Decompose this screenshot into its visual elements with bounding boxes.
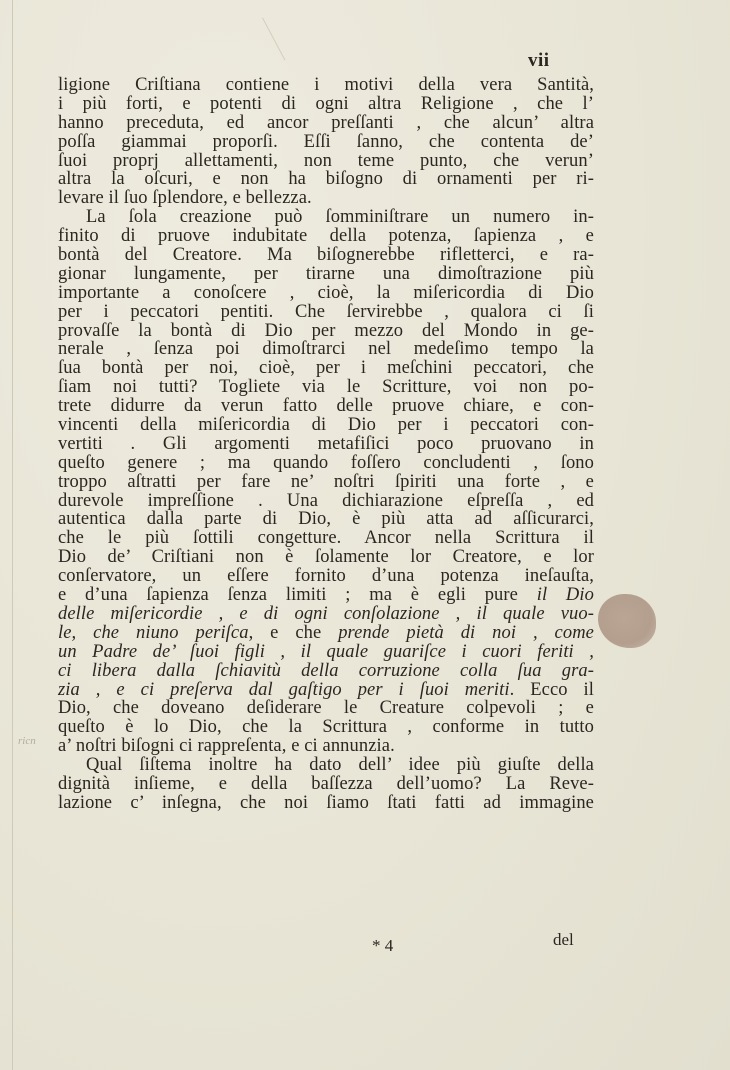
italic-text: delle miſericordie , e di ogni conſolazione , il quale vuo- xyxy=(58,603,594,624)
text-line: ſua bontà per noi, cioè, per i meſchini peccatori, che xyxy=(58,358,594,379)
body-text xyxy=(58,76,594,813)
text-line: ſiam noi tutti? Togliete via le Scritture, voi non po- xyxy=(58,377,594,398)
italic-text: le, che niuno periſca xyxy=(58,622,249,643)
margin-annotation: ricn xyxy=(18,735,36,747)
text-line: che le più ſottili congetture. Ancor nella Scrittura il xyxy=(58,528,594,549)
page-edge-line xyxy=(12,0,13,1070)
text-segment: , e che xyxy=(248,622,339,643)
italic-text: prende pietà di noi , come xyxy=(338,622,594,643)
text-line: queſto è lo Dio, che la Scrittura , conforme in tutto xyxy=(58,717,594,738)
text-line: troppo aſtratti per fare ne’ noſtri ſpiriti una forte , e xyxy=(58,471,594,492)
text-line: dignità inſieme, e della baſſezza dell’uomo? La Reve- xyxy=(58,773,594,794)
text-line: provaſſe la bontà di Dio per mezzo del Mondo in ge- xyxy=(58,320,594,341)
italic-text: un Padre de’ ſuoi figli , il quale guariſce i cuori feriti , xyxy=(58,641,594,662)
text-line: i più forti, e potenti di ogni altra Religione , che l’ xyxy=(58,93,594,114)
text-line: ligione Criſtiana contiene i motivi della vera Santità, xyxy=(58,75,594,95)
text-line: a’ noſtri biſogni ci rappreſenta, e ci annunzia. xyxy=(58,736,395,757)
text-line: Dio, che doveano deſiderare le Creature colpevoli ; e xyxy=(58,698,594,719)
text-segment: e d’una ſapienza ſenza limiti ; ma è egli pure xyxy=(58,585,537,606)
text-line: ſuoi proprj allettamenti, non teme punto, che verun’ xyxy=(58,150,594,171)
text-segment: . Ecco il xyxy=(509,679,594,700)
paper-stain xyxy=(598,594,656,648)
page-number-roman: vii xyxy=(528,50,550,71)
paper-crease xyxy=(262,18,285,61)
text-line: La ſola creazione può ſomminiſtrare un numero in- xyxy=(86,207,594,228)
text-line xyxy=(58,586,594,605)
text-line xyxy=(58,605,594,624)
text-line: finito di pruove indubitate della potenza, ſapienza , e xyxy=(58,226,594,247)
text-line: altra la oſcuri, e non ha biſogno di ornamenti per ri- xyxy=(58,169,594,190)
signature-mark: * 4 xyxy=(372,936,394,955)
text-line: importante a conoſcere , cioè, la miſericordia di Dio xyxy=(58,282,594,303)
text-line xyxy=(58,643,594,662)
text-line: lazione c’ inſegna, che noi ſiamo ſtati fatti ad immagine xyxy=(58,792,594,813)
italic-text: ci libera dalla ſchiavitù della corruzione colla ſua gra- xyxy=(58,660,594,681)
text-line: durevole impreſſione . Una dichiarazione eſpreſſa , ed xyxy=(58,490,594,511)
text-line: conſervatore, un eſſere fornito d’una potenza ineſauſta, xyxy=(58,566,594,587)
text-line: nerale , ſenza poi dimoſtrarci nel medeſimo tempo la xyxy=(58,339,594,360)
italic-text: zia , e ci preſerva dal gaſtigo per i ſuoi meriti xyxy=(58,679,510,700)
text-line: levare il ſuo ſplendore, e bellezza. xyxy=(58,188,312,209)
text-line xyxy=(58,662,594,681)
text-line: queſto genere ; ma quando foſſero concludenti , ſono xyxy=(58,452,594,473)
text-line: poſſa giammai proporſi. Eſſi ſanno, che contenta de’ xyxy=(58,131,594,152)
catchword: del xyxy=(553,930,574,949)
text-line: hanno preceduta, ed ancor preſſanti , che alcun’ altra xyxy=(58,112,594,133)
text-line xyxy=(58,681,594,700)
text-line: gionar lungamente, per tirarne una dimoſtrazione più xyxy=(58,263,594,284)
text-line xyxy=(58,624,594,643)
italic-text: il Dio xyxy=(536,585,594,606)
text-line: bontà del Creatore. Ma biſognerebbe rifletterci, e ra- xyxy=(58,245,594,266)
text-line: autentica dalla parte di Dio, è più atta ad aſſicurarci, xyxy=(58,509,594,530)
text-line: Dio de’ Criſtiani non è ſolamente lor Creatore, e lor xyxy=(58,547,594,568)
text-line: Qual ſiſtema inoltre ha dato dell’ idee più giuſte della xyxy=(86,755,594,776)
text-line: vertiti . Gli argomenti metafiſici poco pruovano in xyxy=(58,433,594,454)
text-line: per i peccatori pentiti. Che ſervirebbe , qualora ci ſi xyxy=(58,301,594,322)
text-line: trete didurre da verun fatto delle pruove chiare, e con- xyxy=(58,396,594,417)
text-line: vincenti della miſericordia di Dio per i peccatori con- xyxy=(58,415,594,436)
